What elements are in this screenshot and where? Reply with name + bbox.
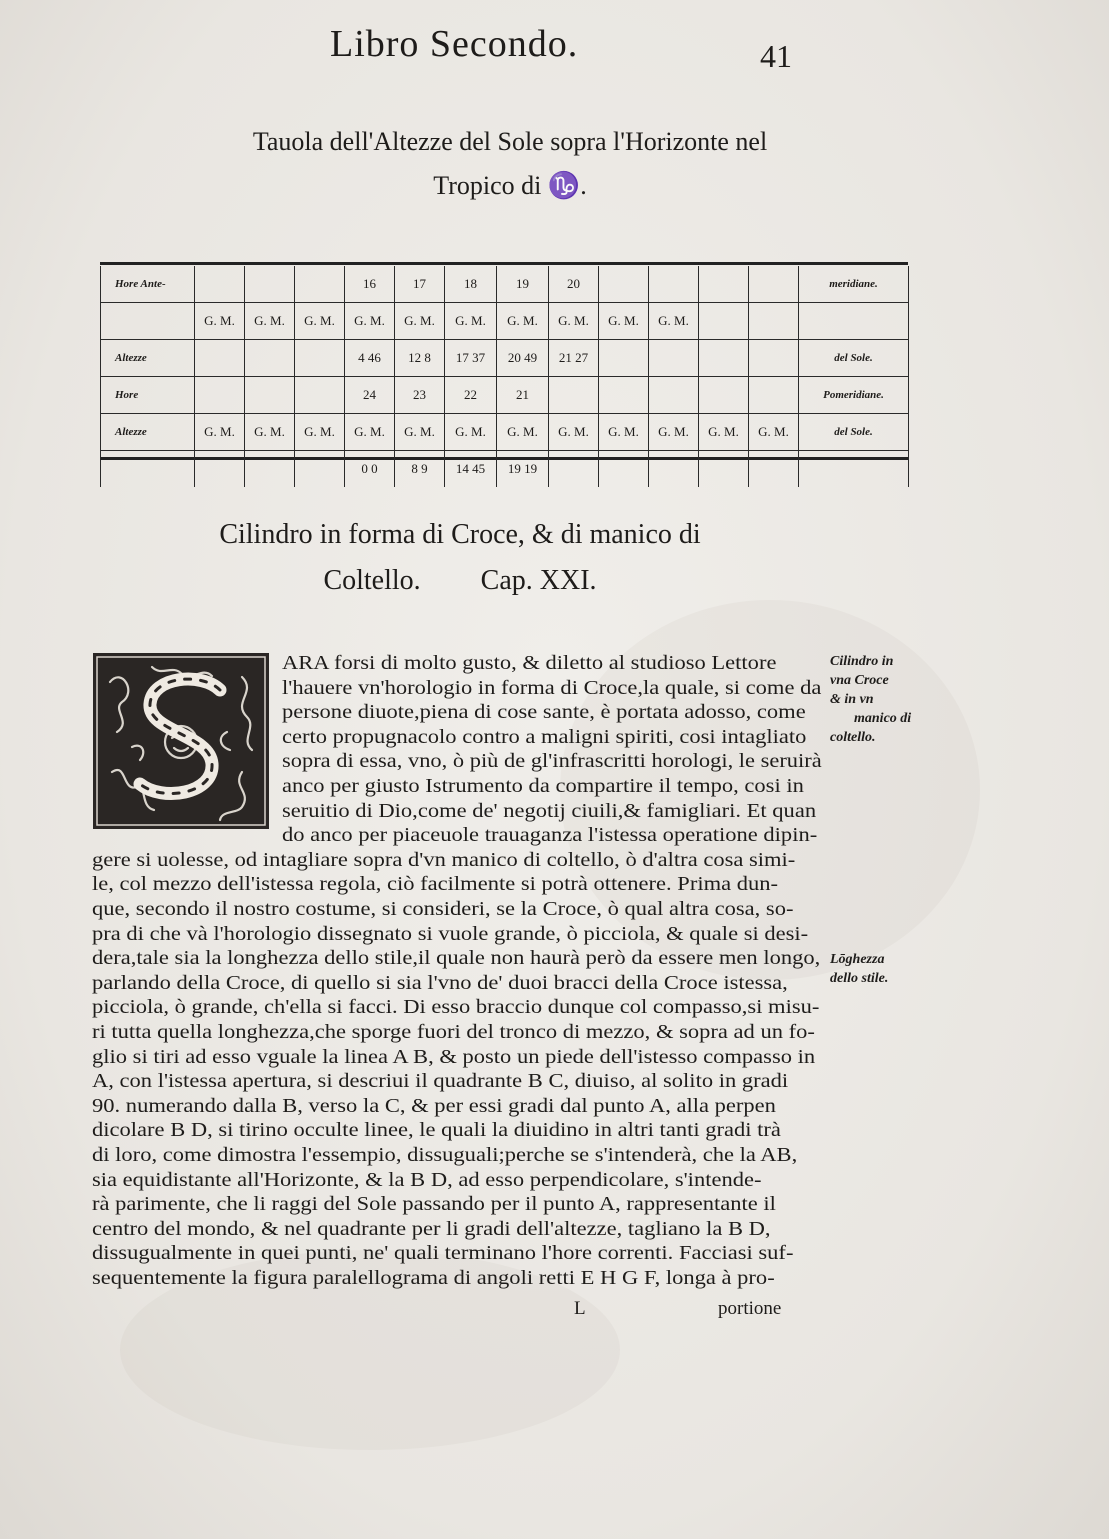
body-line: persone diuote,piena di cose sante, è portata adosso, come bbox=[282, 702, 806, 724]
table-cell: G. M. bbox=[649, 414, 699, 451]
table-cell: 17 37 bbox=[445, 340, 497, 377]
table-title-line-1: Tauola dell'Altezze del Sole sopra l'Horizonte nel bbox=[252, 127, 768, 156]
margin-note-2 bbox=[830, 950, 888, 988]
margin-note-line: Lōghezza bbox=[830, 952, 885, 967]
margin-note-line: manico di bbox=[854, 711, 912, 726]
margin-note-line: & in vn bbox=[830, 692, 874, 707]
body-line: dera,tale sia la longhezza dello stile,il quale non haurà però da essere men longo, bbox=[92, 948, 821, 970]
chapter-number: Cap. XXI. bbox=[480, 565, 597, 596]
table-cell: 8 9 bbox=[395, 451, 445, 488]
table-cell: G. M. bbox=[395, 303, 445, 340]
table-cell: 17 bbox=[395, 266, 445, 303]
table-cell: 19 19 bbox=[497, 451, 549, 488]
body-line: dissugualmente in quei punti, ne' quali terminano l'hore correnti. Facciasi suf- bbox=[92, 1243, 794, 1265]
table-cell: G. M. bbox=[549, 414, 599, 451]
page-number: 41 bbox=[760, 38, 792, 74]
row-end-label-cell bbox=[799, 303, 909, 340]
table-cell: G. M. bbox=[549, 303, 599, 340]
body-line: parlando della Croce, di quello si sia l'vno de' duoi bracci della Croce istessa, bbox=[92, 972, 788, 994]
catchword: portione bbox=[718, 1298, 782, 1319]
table-cell bbox=[195, 266, 245, 303]
chapter-title-line-2 bbox=[180, 558, 740, 604]
table-cell bbox=[599, 377, 649, 414]
table-cell: G. M. bbox=[497, 414, 549, 451]
table-cell: 18 bbox=[445, 266, 497, 303]
table-cell: G. M. bbox=[195, 303, 245, 340]
table-cell: 4 46 bbox=[345, 340, 395, 377]
table-cell bbox=[245, 266, 295, 303]
table-cell bbox=[749, 451, 799, 488]
table-cell bbox=[245, 377, 295, 414]
chapter-title bbox=[180, 512, 740, 604]
table-cell bbox=[295, 451, 345, 488]
body-line: certo propugnacolo contro a maligni spiriti, cosi intagliato bbox=[282, 726, 807, 748]
table-cell: G. M. bbox=[295, 414, 345, 451]
table-cell: 21 bbox=[497, 377, 549, 414]
table-cell: G. M. bbox=[599, 414, 649, 451]
table-cell: 22 bbox=[445, 377, 497, 414]
table-top-rule bbox=[100, 262, 908, 265]
table-cell bbox=[699, 340, 749, 377]
row-end-label-cell: del Sole. bbox=[799, 340, 909, 377]
drop-cap-woodcut-icon bbox=[92, 652, 270, 830]
row-label-cell: Altezze bbox=[101, 414, 195, 451]
table-cell: 23 bbox=[395, 377, 445, 414]
body-line: le, col mezzo dell'istessa regola, ciò facilmente si potrà ottenere. Prima dun- bbox=[92, 874, 779, 896]
table-cell bbox=[699, 266, 749, 303]
table-cell bbox=[699, 377, 749, 414]
margin-note-1 bbox=[830, 652, 911, 747]
table-cell: G. M. bbox=[345, 303, 395, 340]
table-cell: G. M. bbox=[245, 303, 295, 340]
chapter-title-word: Coltello. bbox=[323, 565, 421, 596]
row-end-label-cell: Pomeridiane. bbox=[799, 377, 909, 414]
body-line: sopra di essa, vno, ò più de gl'infrascritti horologi, le seruirà bbox=[282, 751, 822, 773]
table-cell: G. M. bbox=[445, 303, 497, 340]
table-cell: G. M. bbox=[599, 303, 649, 340]
table-cell bbox=[649, 340, 699, 377]
table-cell bbox=[245, 451, 295, 488]
table-cell: 19 bbox=[497, 266, 549, 303]
table-title-line-2: Tropico di ♑. bbox=[433, 171, 587, 200]
body-line: l'hauere vn'horologio in forma di Croce,la quale, si come da bbox=[282, 677, 822, 699]
table-cell bbox=[749, 303, 799, 340]
table-cell: G. M. bbox=[749, 414, 799, 451]
body-line: sequentemente la figura paralellograma di angoli retti E H G F, longa à pro- bbox=[92, 1268, 775, 1289]
ornate-drop-cap-s bbox=[92, 652, 270, 830]
table-cell bbox=[549, 377, 599, 414]
table-cell bbox=[245, 340, 295, 377]
body-line: glio si tiri ad esso vguale la linea A B, & posto un piede dell'istesso compasso in bbox=[92, 1046, 816, 1068]
table-row bbox=[101, 451, 909, 488]
body-line: centro del mondo, & nel quadrante per li gradi dell'altezze, tagliano la B D, bbox=[92, 1218, 771, 1240]
table-cell: G. M. bbox=[497, 303, 549, 340]
table-cell: 21 27 bbox=[549, 340, 599, 377]
body-line: que, secondo il nostro costume, si consideri, se la Croce, ò qual altra cosa, so- bbox=[92, 899, 794, 920]
body-line: 90. numerando dalla B, verso la C, & per essi gradi dal punto A, alla perpen bbox=[92, 1095, 776, 1117]
body-line: sia equidistante all'Horizonte, & la B D, ad esso perpendicolare, s'intende- bbox=[92, 1169, 762, 1191]
table-cell bbox=[295, 340, 345, 377]
row-end-label-cell: meridiane. bbox=[799, 266, 909, 303]
body-line: rà parimente, che li raggi del Sole passando per il punto A, rappresentante il bbox=[92, 1194, 776, 1216]
chapter-title-line-1: Cilindro in forma di Croce, & di manico di bbox=[219, 519, 701, 550]
table-cell bbox=[599, 266, 649, 303]
table-row bbox=[101, 377, 909, 414]
table-cell bbox=[649, 266, 699, 303]
body-line: dicolare B D, si tirino occulte linee, le quali la diuidino in altri tanti gradi trà bbox=[92, 1120, 781, 1142]
row-end-label-cell bbox=[799, 451, 909, 488]
margin-note-line: coltello. bbox=[830, 730, 876, 745]
table-cell bbox=[649, 377, 699, 414]
table-cell bbox=[549, 451, 599, 488]
body-line: ARA forsi di molto gusto, & diletto al studioso Lettore bbox=[282, 653, 777, 674]
table-cell bbox=[195, 451, 245, 488]
table-cell: 24 bbox=[345, 377, 395, 414]
altitude-table bbox=[100, 266, 909, 487]
table-row bbox=[101, 340, 909, 377]
table-cell: G. M. bbox=[649, 303, 699, 340]
table-cell: 0 0 bbox=[345, 451, 395, 488]
table-cell bbox=[295, 377, 345, 414]
table-cell bbox=[749, 377, 799, 414]
table-cell: G. M. bbox=[245, 414, 295, 451]
table-cell: G. M. bbox=[395, 414, 445, 451]
table-cell: 12 8 bbox=[395, 340, 445, 377]
table-title bbox=[160, 120, 860, 208]
signature-mark: L bbox=[574, 1298, 586, 1319]
body-line: do anco per piaceuole trauaganza l'istessa operatione dipin- bbox=[282, 825, 818, 847]
row-end-label-cell: del Sole. bbox=[799, 414, 909, 451]
table-cell: G. M. bbox=[345, 414, 395, 451]
table-cell: G. M. bbox=[295, 303, 345, 340]
table-cell: 14 45 bbox=[445, 451, 497, 488]
table-cell: 20 bbox=[549, 266, 599, 303]
table-cell bbox=[699, 303, 749, 340]
table-row bbox=[101, 303, 909, 340]
table-cell bbox=[195, 377, 245, 414]
running-head: Libro Secondo. bbox=[330, 23, 579, 65]
table-cell bbox=[195, 340, 245, 377]
body-line: di loro, come dimostra l'essempio, dissuguali;perche se s'intenderà, che la AB, bbox=[92, 1145, 798, 1166]
margin-note-line: Cilindro in bbox=[830, 654, 894, 669]
table-row bbox=[101, 414, 909, 451]
table-cell bbox=[749, 340, 799, 377]
row-label-cell: Hore Ante- bbox=[101, 266, 195, 303]
margin-note-line: dello stile. bbox=[830, 971, 889, 986]
table-cell: 16 bbox=[345, 266, 395, 303]
table-cell: G. M. bbox=[445, 414, 497, 451]
table-cell: 20 49 bbox=[497, 340, 549, 377]
table-row bbox=[101, 266, 909, 303]
body-line: pra di che và l'horologio dissegnato si vuole grande, ò picciola, & quale si desi- bbox=[92, 923, 809, 945]
body-line: gere si uolesse, od intagliare sopra d'vn manico di coltello, ò d'altra cosa simi- bbox=[92, 849, 796, 871]
table-cell bbox=[295, 266, 345, 303]
body-line: ri tutta quella longhezza,che sporge fuori del tronco di mezzo, & sopra ad un fo- bbox=[92, 1022, 815, 1043]
table-cell bbox=[649, 451, 699, 488]
table-cell bbox=[699, 451, 749, 488]
row-label-cell: Hore bbox=[101, 377, 195, 414]
body-line: A, con l'istessa apertura, si descriui il quadrante B C, diuiso, al solito in gradi bbox=[92, 1071, 789, 1093]
table-cell: G. M. bbox=[195, 414, 245, 451]
table-cell: G. M. bbox=[699, 414, 749, 451]
body-line: picciola, ò grande, ch'ella si facci. Di esso braccio dunque col compasso,si misu- bbox=[92, 997, 820, 1019]
table-cell bbox=[749, 266, 799, 303]
row-label-cell bbox=[101, 303, 195, 340]
body-line: anco per giusto Istrumento da compartire il tempo, cosi in bbox=[282, 776, 804, 797]
row-label-cell: Altezze bbox=[101, 340, 195, 377]
row-label-cell bbox=[101, 451, 195, 488]
table-cell bbox=[599, 340, 649, 377]
margin-note-line: vna Croce bbox=[830, 673, 889, 688]
body-line: seruitio di Dio,come de' negotij ciuili,& famigliari. Et quan bbox=[282, 800, 817, 822]
table-cell bbox=[599, 451, 649, 488]
